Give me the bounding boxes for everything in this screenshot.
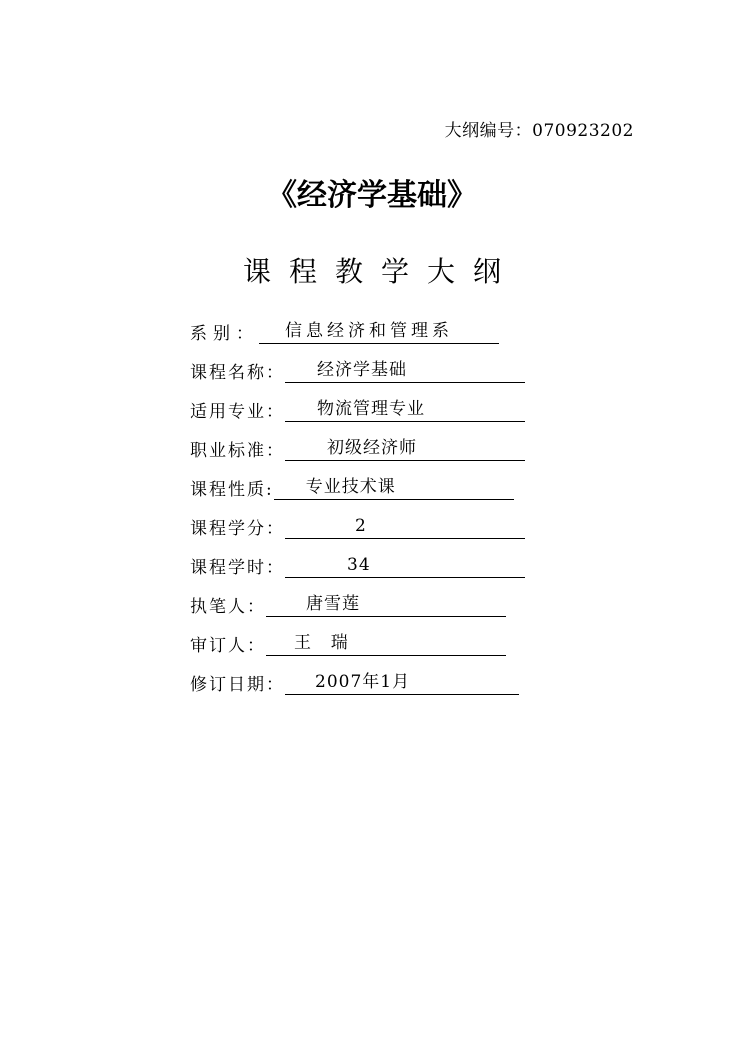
- field-credits: [190, 500, 525, 539]
- field-label: 适用专业：: [190, 402, 285, 422]
- field-value: 王 瑞: [266, 632, 506, 656]
- course-title: 《经济学基础》: [267, 178, 477, 213]
- field-value: 初级经济师: [285, 437, 525, 461]
- field-department: [190, 305, 525, 344]
- field-value: 2: [285, 515, 525, 539]
- field-value: 专业技术课: [274, 476, 514, 500]
- field-label: 课程学分：: [190, 519, 285, 539]
- field-revision-date: [190, 656, 525, 695]
- field-label: 系别：: [190, 324, 259, 344]
- field-author: [190, 578, 525, 617]
- field-label: 修订日期：: [190, 675, 285, 695]
- field-major: [190, 383, 525, 422]
- field-label: 课程性质:: [190, 480, 274, 500]
- field-course-nature: [190, 461, 525, 500]
- field-reviewer: [190, 617, 525, 656]
- course-info-fields: [190, 305, 525, 695]
- field-label: 执笔人：: [190, 597, 266, 617]
- field-value: 信息经济和管理系: [259, 320, 499, 344]
- field-label: 职业标准：: [190, 441, 285, 461]
- field-value: 物流管理专业: [285, 398, 525, 422]
- document-subtitle: 课程教学大纲: [242, 255, 519, 288]
- field-course-name: [190, 344, 525, 383]
- field-hours: [190, 539, 525, 578]
- syllabus-number: 大纲编号：070923202: [444, 121, 634, 141]
- field-label: 审订人：: [190, 636, 266, 656]
- field-value: 经济学基础: [285, 359, 525, 383]
- field-professional-standard: [190, 422, 525, 461]
- field-value: 34: [285, 554, 525, 578]
- field-label: 课程学时：: [190, 558, 285, 578]
- field-label: 课程名称：: [190, 363, 285, 383]
- field-value: 唐雪莲: [266, 593, 506, 617]
- field-value: 2007年1月: [285, 671, 519, 695]
